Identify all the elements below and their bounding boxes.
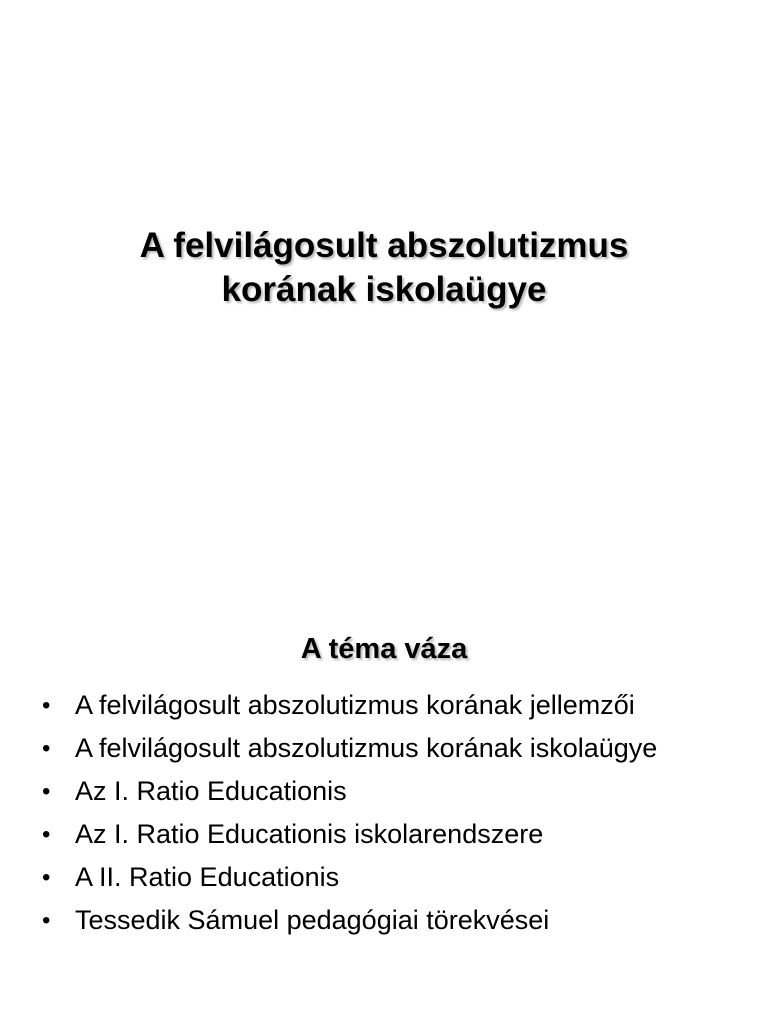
bullet-icon: •	[42, 692, 51, 719]
list-item	[42, 813, 657, 856]
list-item-text: A felvilágosult abszolutizmus korának jellemzői	[75, 690, 635, 720]
list-item-text: A felvilágosult abszolutizmus korának iskolaügye	[75, 733, 658, 763]
list-item	[42, 770, 657, 813]
bullet-icon: •	[42, 864, 51, 891]
bullet-icon: •	[42, 907, 51, 934]
bullet-icon: •	[42, 778, 51, 805]
list-item-text: Az I. Ratio Educationis	[75, 776, 347, 806]
outline-heading: A téma váza	[300, 633, 468, 665]
list-item-text: Az I. Ratio Educationis iskolarendszere	[75, 819, 544, 849]
outline-list	[42, 684, 657, 942]
slide-title	[0, 224, 768, 312]
list-item-text: A II. Ratio Educationis	[75, 862, 340, 892]
slide-title-line-2: korának iskolaügye	[221, 270, 547, 309]
slide-title-line-1: A felvilágosult abszolutizmus	[139, 226, 629, 265]
list-item	[42, 856, 657, 899]
bullet-icon: •	[42, 735, 51, 762]
list-item	[42, 899, 657, 942]
list-item	[42, 684, 657, 727]
list-item-text: Tessedik Sámuel pedagógiai törekvései	[75, 905, 550, 935]
bullet-icon: •	[42, 821, 51, 848]
list-item	[42, 727, 657, 770]
